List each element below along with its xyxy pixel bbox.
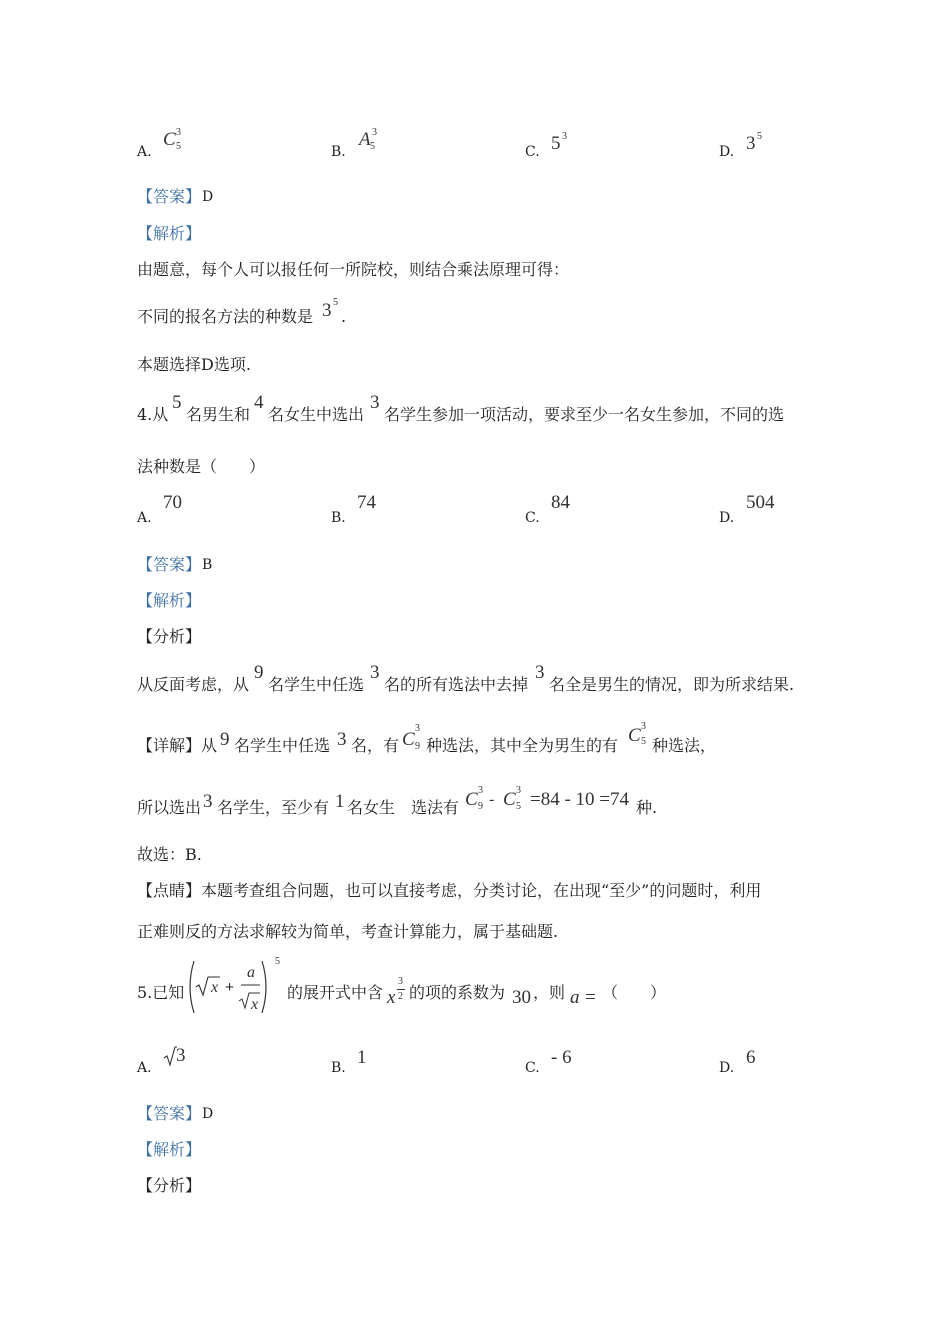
combination-sub: 5 [516,801,521,812]
paragraph-text: 名男生和 [186,405,251,424]
question-number: 4.从 [137,405,169,424]
number: 1 [335,791,345,812]
option-c-value: 84 [551,492,570,513]
paragraph-text: ，则 [533,983,566,1002]
q3-analysis-heading [0,224,950,246]
option-a-label: A. [137,1060,152,1076]
number: 3 [203,791,213,812]
q4-fenxi-heading [0,627,950,649]
analysis-tag: 【解析】 [137,224,202,243]
q5-question [0,955,950,1019]
q5-analysis-heading [0,1140,950,1162]
q4-question-line1 [0,393,950,425]
power-base: 3 [322,300,332,321]
q4-detail-line2 [0,784,950,820]
q5-options [0,1043,950,1081]
paragraph-text: 的展开式中含 [287,983,384,1002]
exponent: 5 [275,956,280,967]
paragraph-text: 名全是男生的情况，即为所求结果. [549,675,795,694]
option-c-sup: 3 [562,131,567,142]
power-base: x [387,987,396,1008]
number: 9 [254,662,264,683]
option-d-base: 3 [746,133,756,154]
number: 3 [535,662,545,683]
exponent-numerator: 3 [398,976,403,987]
paragraph-text: 种. [636,798,658,817]
minus-sign: - [489,791,495,808]
analysis-tag: 【解析】 [137,1140,202,1159]
option-c-value: - 6 [551,1047,572,1068]
paragraph-text: 名，有 [351,736,400,755]
analysis-tag: 【解析】 [137,591,202,610]
number: 3 [370,662,380,683]
combination-base: C [465,789,478,810]
option-b-base: A [359,129,371,150]
option-b-value: 74 [357,492,376,513]
fraction-denominator-x: x [251,996,259,1013]
option-d-label: D. [719,510,735,526]
option-c-base: 5 [551,133,561,154]
paragraph-text: 名女生 选法有 [347,798,460,817]
q4-conclusion [0,845,950,867]
paragraph-text: 本题选择D选项. [137,355,251,374]
sqrt-x-radicand: x [211,979,219,996]
q4-options [0,492,950,528]
option-d-label: D. [719,1060,735,1076]
q4-detail-line1 [0,722,950,756]
paragraph-text: 法种数是（ ） [137,457,266,476]
combination-base: C [503,789,516,810]
option-c-label: C. [525,510,540,526]
option-b-sub: 5 [370,141,375,152]
paragraph-text: 名的所有选法中去掉 [384,675,529,694]
combination-base: C [402,729,415,750]
option-b-label: B. [331,510,346,526]
combination-sup: 3 [415,723,420,734]
q4-fenxi-text [0,662,950,696]
combination-base: C [628,725,641,746]
option-d-value: 6 [746,1047,756,1068]
q4-dianjing-line1 [0,881,950,903]
section-tag: 【分析】 [137,1176,202,1195]
q3-analysis-line3 [0,355,950,377]
paragraph-text: 名女生中选出 [268,405,365,424]
q3-options [0,128,950,164]
option-d-sup: 5 [757,131,762,142]
paragraph-text: 正难则反的方法求解较为简单，考查计算能力，属于基础题. [137,922,559,941]
option-b-label: B. [331,144,346,160]
q4-analysis-heading [0,591,950,613]
sqrt-icon [163,1045,177,1067]
answer-value: D [202,189,214,205]
power-sup: 5 [333,297,338,308]
answer-tag: 【答案】 [137,1104,202,1123]
fraction-numerator: a [247,964,255,981]
option-a-value: 3 [176,1045,186,1066]
combination-sup: 3 [641,721,646,732]
paragraph-text: 名学生中任选 [268,675,365,694]
combination-sup: 3 [478,785,483,796]
exponent-fraction-bar [397,989,405,990]
option-b-sup: 3 [372,127,377,138]
paragraph-text: 所以选出 [137,798,202,817]
option-a-sub: 5 [176,141,181,152]
number: 5 [172,392,182,413]
number: 3 [370,392,380,413]
answer-value: B [202,557,213,573]
q5-answer [0,1104,950,1126]
section-tag: 【分析】 [137,627,202,646]
paragraph-text: 种选法， [652,736,717,755]
coefficient: 30 [512,987,531,1008]
answer-tag: 【答案】 [137,187,202,206]
option-a-label: A. [137,510,152,526]
option-a-sup: 3 [176,127,181,138]
paragraph-text: 由题意，每个人可以报任何一所院校，则结合乘法原理可得： [137,260,570,279]
plus-sign: + [225,979,235,996]
option-a-label: A. [137,144,152,160]
option-d-value: 504 [746,492,775,513]
section-tag: 【详解】 [137,736,202,755]
answer-value: D [202,1106,214,1122]
paragraph-text: 从反面考虑，从 [137,675,250,694]
combination-sub: 9 [415,741,420,752]
combination-sup: 3 [516,785,521,796]
option-b-label: B. [331,1060,346,1076]
q4-dianjing-line2 [0,922,950,944]
exponent-denominator: 2 [398,991,403,1002]
combination-sub: 9 [478,801,483,812]
q4-question-line2 [0,457,950,479]
paragraph-text: （ ） [602,983,667,1002]
number: 3 [337,729,347,750]
option-b-value: 1 [357,1047,367,1068]
section-tag: 【点睛】 [137,881,202,900]
option-c-label: C. [525,144,540,160]
paragraph-text: 本题考查组合问题，也可以直接考虑，分类讨论，在出现“至少”的问题时，利用 [201,881,762,900]
q3-analysis-line1 [0,260,950,282]
paragraph-text: 名学生，至少有 [217,798,330,817]
option-a-value: 70 [163,492,182,513]
option-c-label: C. [525,1060,540,1076]
paragraph-text: 种选法，其中全为男生的有 [426,736,619,755]
paragraph-text: 的项的系数为 [409,983,506,1002]
q3-analysis-line2 [0,296,950,332]
paragraph-text: . [341,307,347,326]
number: 9 [220,729,230,750]
paragraph-text: 从 [201,736,218,755]
combination-sub: 5 [641,736,646,747]
q4-answer [0,555,950,577]
answer-tag: 【答案】 [137,555,202,574]
option-d-label: D. [719,144,735,160]
question-number: 5.已知 [137,983,185,1002]
paragraph-text: 名学生中任选 [234,736,331,755]
binomial-expression [186,957,286,1017]
number: 4 [254,392,264,413]
paragraph-text: 名学生参加一项活动，要求至少一名女生参加，不同的选 [384,405,785,424]
paragraph-text: 不同的报名方法的种数是 [137,307,314,326]
q5-fenxi-heading [0,1176,950,1198]
q3-answer [0,187,950,209]
paragraph-text: 故选：B. [137,845,202,864]
expression: =84 - 10 =74 [530,789,630,810]
equals-sign: = [585,987,596,1008]
variable-a: a [570,987,580,1008]
option-a-base: C [163,129,176,150]
